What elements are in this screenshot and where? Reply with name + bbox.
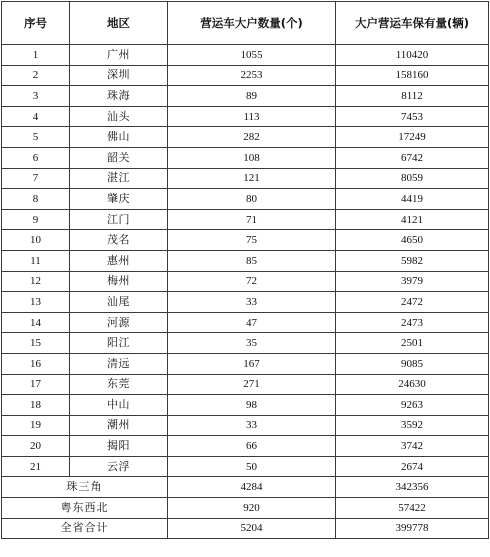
table-row (2, 127, 489, 148)
header-region: 地区 (70, 2, 168, 45)
row-vehicles: 3979 (336, 271, 489, 292)
row-households: 33 (168, 292, 336, 313)
row-vehicles: 4650 (336, 230, 489, 251)
row-households: 121 (168, 168, 336, 189)
row-households: 71 (168, 209, 336, 230)
row-region: 河源 (70, 312, 168, 333)
row-vehicles: 2674 (336, 456, 489, 477)
table-body (2, 45, 489, 539)
header-households: 营运车大户数量(个) (168, 2, 336, 45)
row-region: 清远 (70, 353, 168, 374)
summary-row-province-total (2, 518, 489, 539)
table-row (2, 353, 489, 374)
table-header (2, 2, 489, 45)
summary-label: 珠三角 (2, 477, 168, 498)
row-households: 271 (168, 374, 336, 395)
row-region: 肇庆 (70, 189, 168, 210)
row-region: 梅州 (70, 271, 168, 292)
row-households: 33 (168, 415, 336, 436)
row-vehicles: 9263 (336, 395, 489, 416)
row-region: 汕尾 (70, 292, 168, 313)
row-index: 13 (2, 292, 70, 313)
row-households: 47 (168, 312, 336, 333)
row-vehicles: 2501 (336, 333, 489, 354)
table-row (2, 209, 489, 230)
row-region: 广州 (70, 45, 168, 66)
row-households: 72 (168, 271, 336, 292)
row-vehicles: 158160 (336, 65, 489, 86)
summary-households: 4284 (168, 477, 336, 498)
row-vehicles: 8059 (336, 168, 489, 189)
summary-row-east-west-north (2, 498, 489, 519)
row-households: 75 (168, 230, 336, 251)
summary-households: 5204 (168, 518, 336, 539)
row-index: 10 (2, 230, 70, 251)
row-index: 4 (2, 106, 70, 127)
row-region: 珠海 (70, 86, 168, 107)
row-index: 21 (2, 456, 70, 477)
row-region: 茂名 (70, 230, 168, 251)
row-vehicles: 7453 (336, 106, 489, 127)
row-vehicles: 24630 (336, 374, 489, 395)
row-households: 80 (168, 189, 336, 210)
row-households: 98 (168, 395, 336, 416)
row-households: 35 (168, 333, 336, 354)
row-households: 66 (168, 436, 336, 457)
table-row (2, 271, 489, 292)
row-index: 5 (2, 127, 70, 148)
row-index: 15 (2, 333, 70, 354)
row-index: 2 (2, 65, 70, 86)
row-region: 湛江 (70, 168, 168, 189)
row-region: 江门 (70, 209, 168, 230)
row-index: 20 (2, 436, 70, 457)
row-vehicles: 17249 (336, 127, 489, 148)
row-index: 14 (2, 312, 70, 333)
row-households: 282 (168, 127, 336, 148)
row-households: 167 (168, 353, 336, 374)
table-row (2, 65, 489, 86)
table-row (2, 189, 489, 210)
row-index: 11 (2, 250, 70, 271)
row-region: 韶关 (70, 147, 168, 168)
vehicle-stats-table (1, 1, 489, 539)
row-households: 50 (168, 456, 336, 477)
summary-label: 粤东西北 (2, 498, 168, 519)
row-region: 潮州 (70, 415, 168, 436)
row-index: 9 (2, 209, 70, 230)
row-vehicles: 4121 (336, 209, 489, 230)
table-row (2, 415, 489, 436)
row-region: 惠州 (70, 250, 168, 271)
row-vehicles: 3592 (336, 415, 489, 436)
row-households: 89 (168, 86, 336, 107)
summary-label: 全省合计 (2, 518, 168, 539)
summary-vehicles: 399778 (336, 518, 489, 539)
row-region: 深圳 (70, 65, 168, 86)
row-vehicles: 8112 (336, 86, 489, 107)
header-row (2, 2, 489, 45)
row-index: 12 (2, 271, 70, 292)
table-row (2, 106, 489, 127)
row-region: 阳江 (70, 333, 168, 354)
row-region: 佛山 (70, 127, 168, 148)
table-row (2, 250, 489, 271)
row-index: 6 (2, 147, 70, 168)
table-row (2, 86, 489, 107)
row-vehicles: 6742 (336, 147, 489, 168)
row-vehicles: 2472 (336, 292, 489, 313)
row-vehicles: 4419 (336, 189, 489, 210)
row-households: 108 (168, 147, 336, 168)
row-index: 19 (2, 415, 70, 436)
row-index: 7 (2, 168, 70, 189)
table-row (2, 436, 489, 457)
row-vehicles: 2473 (336, 312, 489, 333)
row-households: 85 (168, 250, 336, 271)
row-region: 中山 (70, 395, 168, 416)
summary-vehicles: 57422 (336, 498, 489, 519)
row-region: 云浮 (70, 456, 168, 477)
table-row (2, 333, 489, 354)
row-index: 1 (2, 45, 70, 66)
row-vehicles: 5982 (336, 250, 489, 271)
row-region: 汕头 (70, 106, 168, 127)
row-households: 113 (168, 106, 336, 127)
summary-households: 920 (168, 498, 336, 519)
row-vehicles: 110420 (336, 45, 489, 66)
table-row (2, 395, 489, 416)
table-row (2, 230, 489, 251)
table-row (2, 456, 489, 477)
row-vehicles: 3742 (336, 436, 489, 457)
table-row (2, 312, 489, 333)
row-vehicles: 9085 (336, 353, 489, 374)
row-index: 17 (2, 374, 70, 395)
header-vehicles: 大户营运车保有量(辆) (336, 2, 489, 45)
row-region: 揭阳 (70, 436, 168, 457)
row-index: 8 (2, 189, 70, 210)
row-households: 2253 (168, 65, 336, 86)
table-row (2, 374, 489, 395)
table-row (2, 292, 489, 313)
header-index: 序号 (2, 2, 70, 45)
table-row (2, 45, 489, 66)
row-households: 1055 (168, 45, 336, 66)
row-region: 东莞 (70, 374, 168, 395)
row-index: 16 (2, 353, 70, 374)
row-index: 18 (2, 395, 70, 416)
table-row (2, 147, 489, 168)
table-row (2, 168, 489, 189)
summary-vehicles: 342356 (336, 477, 489, 498)
row-index: 3 (2, 86, 70, 107)
summary-row-prd (2, 477, 489, 498)
